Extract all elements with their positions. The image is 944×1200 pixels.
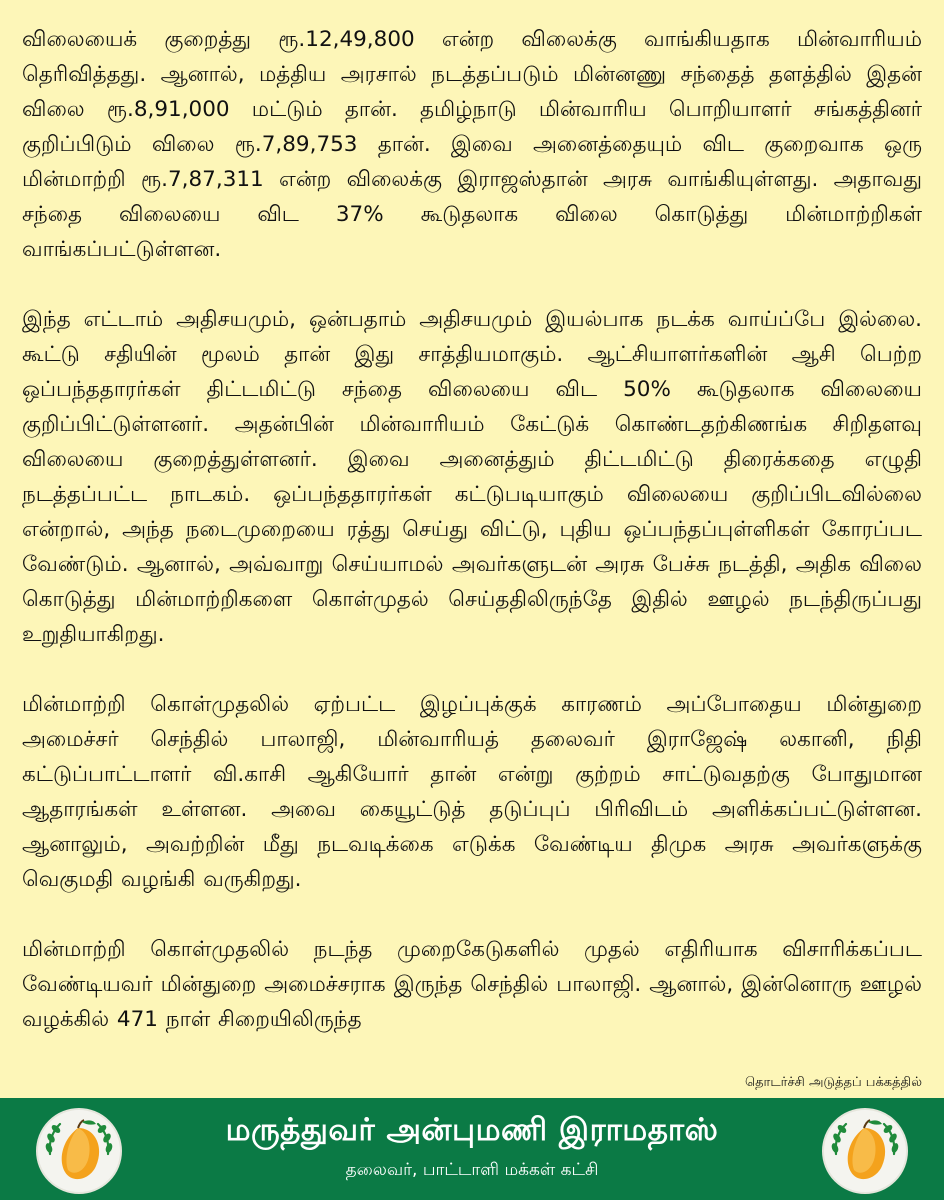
leader-designation: தலைவர், பாட்டாளி மக்கள் கட்சி — [345, 1160, 599, 1180]
paragraph-2: இந்த எட்டாம் அதிசயமும், ஒன்பதாம் அதிசயமும் இயல்பாக நடக்க வாய்ப்பே இல்லை. கூட்டு சதியின் மூலம் தான் இது சாத்தியமாகும். ஆட்சியாளர்களின் ஆசி பெற்ற ஒப்பந்ததாரர்கள் திட்டமிட்டு சந்தை விலையை விட 50% கூடுதலாக விலையை குறிப்பிட்டுள்ளனர். அதன்பின் மின்வாரியம் கேட்டுக் கொண்டதற்கிணங்க சிறிதளவு விலையை குறைத்துள்ளனர். இவை அனைத்தும் திட்டமிட்டு திரைக்கதை எழுதி நடத்தப்பட்ட நாடகம். ஒப்பந்ததாரர்கள் கட்டுபடியாகும் விலையை குறிப்பிடவில்லை என்றால், அந்த நடைமுறையை ரத்து செய்து விட்டு, புதிய ஒப்பந்தப்புள்ளிகள் கோரப்பட வேண்டும். ஆனால், அவ்வாறு செய்யாமல் அவர்களுடன் அரசு பேச்சு நடத்தி, அதிக விலை கொடுத்து மின்மாற்றிகளை கொள்முதல் செய்ததிலிருந்தே இதில் ஊழல் நடந்திருப்பது உறுதியாகிறது. — [22, 307, 922, 647]
paragraph-3: மின்மாற்றி கொள்முதலில் ஏற்பட்ட இழப்புக்குக் காரணம் அப்போதைய மின்துறை அமைச்சர் செந்தில் பாலாஜி, மின்வாரியத் தலைவர் இராஜேஷ் லகானி, நிதி கட்டுப்பாட்டாளர் வி.காசி ஆகியோர் தான் என்று குற்றம் சாட்டுவதற்கு போதுமான ஆதாரங்கள் உள்ளன. அவை கையூட்டுத் தடுப்புப் பிரிவிடம் அளிக்கப்பட்டுள்ளன. ஆனாலும், அவற்றின் மீது நடவடிக்கை எடுக்க வேண்டிய திமுக அரசு அவர்களுக்கு வெகுமதி வழங்கி வருகிறது. — [22, 692, 922, 892]
footer-banner — [0, 1098, 944, 1200]
article-body — [22, 22, 922, 1072]
leader-name: மருத்துவர் அன்புமணி இராமதாஸ் — [225, 1112, 719, 1148]
paragraph-1: விலையைக் குறைத்து ரூ.12,49,800 என்ற விலைக்கு வாங்கியதாக மின்வாரியம் தெரிவித்தது. ஆனால், மத்திய அரசால் நடத்தப்படும் மின்னணு சந்தைத் தளத்தில் இதன் விலை ரூ.8,91,000 மட்டும் தான். தமிழ்நாடு மின்வாரிய பொறியாளர் சங்கத்தினர் குறிப்பிடும் விலை ரூ.7,89,753 தான். இவை அனைத்தையும் விட குறைவாக ஒரு மின்மாற்றி ரூ.7,87,311 என்ற விலைக்கு இராஜஸ்தான் அரசு வாங்கியுள்ளது. அதாவது சந்தை விலையை விட 37% கூடுதலாக விலை கொடுத்து மின்மாற்றிகள் வாங்கப்பட்டுள்ளன. — [22, 27, 922, 262]
mango-party-logo-icon — [822, 1108, 908, 1194]
paragraph-4: மின்மாற்றி கொள்முதலில் நடந்த முறைகேடுகளில் முதல் எதிரியாக விசாரிக்கப்பட வேண்டியவர் மின்துறை அமைச்சராக இருந்த செந்தில் பாலாஜி. ஆனால், இன்னொரு ஊழல் வழக்கில் 471 நாள் சிறையிலிருந்த — [22, 937, 922, 1032]
continued-note: தொடர்ச்சி அடுத்தப் பக்கத்தில் — [744, 1075, 922, 1090]
